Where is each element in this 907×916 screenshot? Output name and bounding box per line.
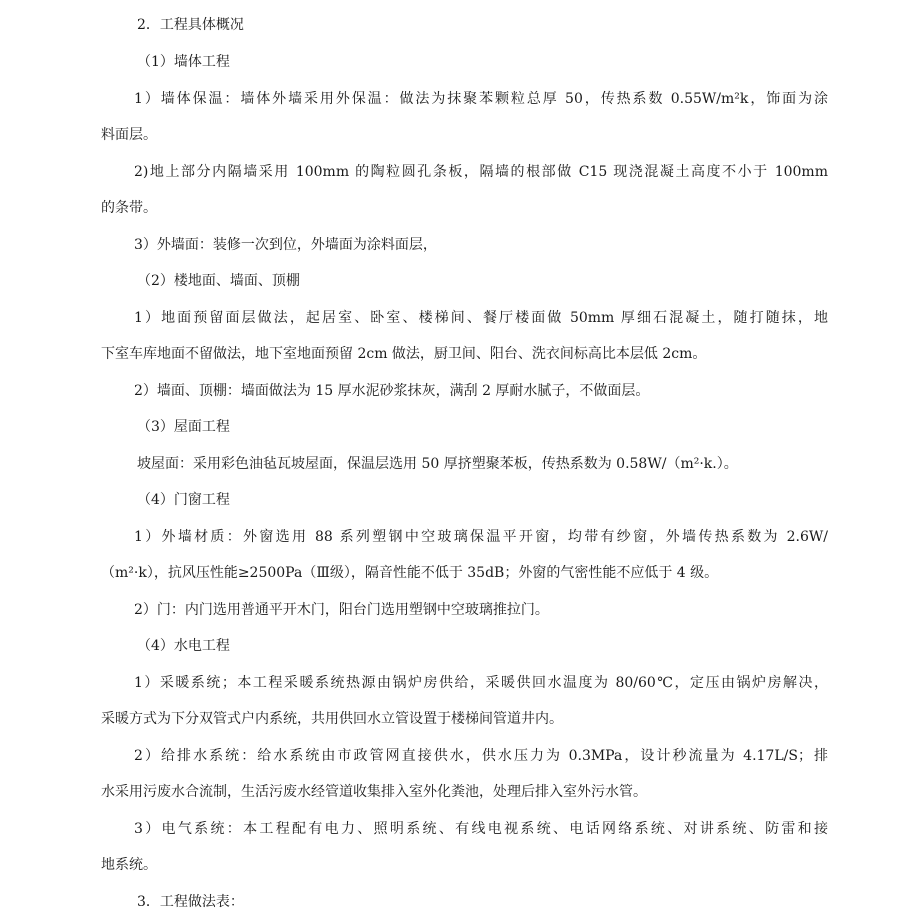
paragraph-line: 2）给排水系统：给水系统由市政管网直接供水，供水压力为 0.3MPa，设计秒流量为 4.17L/S；排 (134, 748, 828, 764)
paragraph-line: 2）墙面、顶棚：墙面做法为 15 厚水泥砂浆抹灰，满刮 2 厚耐水腻子，不做面层。 (134, 383, 650, 399)
paragraph-line: 2）门：内门选用普通平开木门，阳台门选用塑钢中空玻璃推拉门。 (134, 602, 549, 618)
paragraph-line: 1）墙体保温：墙体外墙采用外保温：做法为抹聚苯颗粒总厚 50，传热系数 0.55W/m²k，饰面为涂 (134, 91, 828, 107)
paragraph-line: 料面层。 (101, 127, 157, 143)
paragraph-line: 3）外墙面：装修一次到位，外墙面为涂料面层， (134, 237, 437, 253)
subsection-heading-door-window-works: （4）门窗工程 (137, 492, 230, 508)
paragraph-line: 3）电气系统：本工程配有电力、照明系统、有线电视系统、电话网络系统、对讲系统、防雷和接 (134, 821, 828, 837)
paragraph-line: 坡屋面：采用彩色油毡瓦坡屋面，保温层选用 50 厚挤塑聚苯板，传热系数为 0.58W/（m²·k.）。 (137, 456, 738, 472)
paragraph-line: 2)地上部分内隔墙采用 100mm 的陶粒圆孔条板，隔墙的根部做 C15 现浇混凝土高度不小于 100mm (134, 164, 828, 180)
paragraph-line: 水采用污废水合流制，生活污废水经管道收集排入室外化粪池，处理后排入室外污水管。 (101, 784, 647, 800)
paragraph-line: 的条带。 (101, 200, 157, 216)
subsection-heading-floor-wall-ceiling: （2）楼地面、墙面、顶棚 (137, 273, 300, 289)
paragraph-line: 下室车库地面不留做法，地下室地面预留 2cm 做法，厨卫间、阳台、洗衣间标高比本层低 2cm。 (101, 346, 707, 362)
paragraph-line: （m²·k），抗风压性能≥2500Pa（Ⅲ级），隔音性能不低于 35dB；外窗的气密性能不应低于 4 级。 (101, 565, 719, 581)
section-heading-project-overview: 2．工程具体概况 (137, 17, 244, 33)
paragraph-line: 1）地面预留面层做法，起居室、卧室、楼梯间、餐厅楼面做 50mm 厚细石混凝土，随打随抹，地 (134, 310, 828, 326)
subsection-heading-roof-works: （3）屋面工程 (137, 419, 230, 435)
paragraph-line: 1）采暖系统；本工程采暖系统热源由锅炉房供给，采暖供回水温度为 80/60℃，定压由锅炉房解决， (134, 675, 828, 691)
subsection-heading-wall-works: （1）墙体工程 (137, 54, 230, 70)
paragraph-line: 采暖方式为下分双管式户内系统，共用供回水立管设置于楼梯间管道井内。 (101, 711, 563, 727)
paragraph-line: 1）外墙材质：外窗选用 88 系列塑钢中空玻璃保温平开窗，均带有纱窗，外墙传热系数为 2.6W/ (134, 529, 828, 545)
paragraph-line: 地系统。 (101, 857, 157, 873)
subsection-heading-water-electric-works: （4）水电工程 (137, 638, 230, 654)
section-heading-construction-method-table: 3．工程做法表： (137, 894, 244, 910)
